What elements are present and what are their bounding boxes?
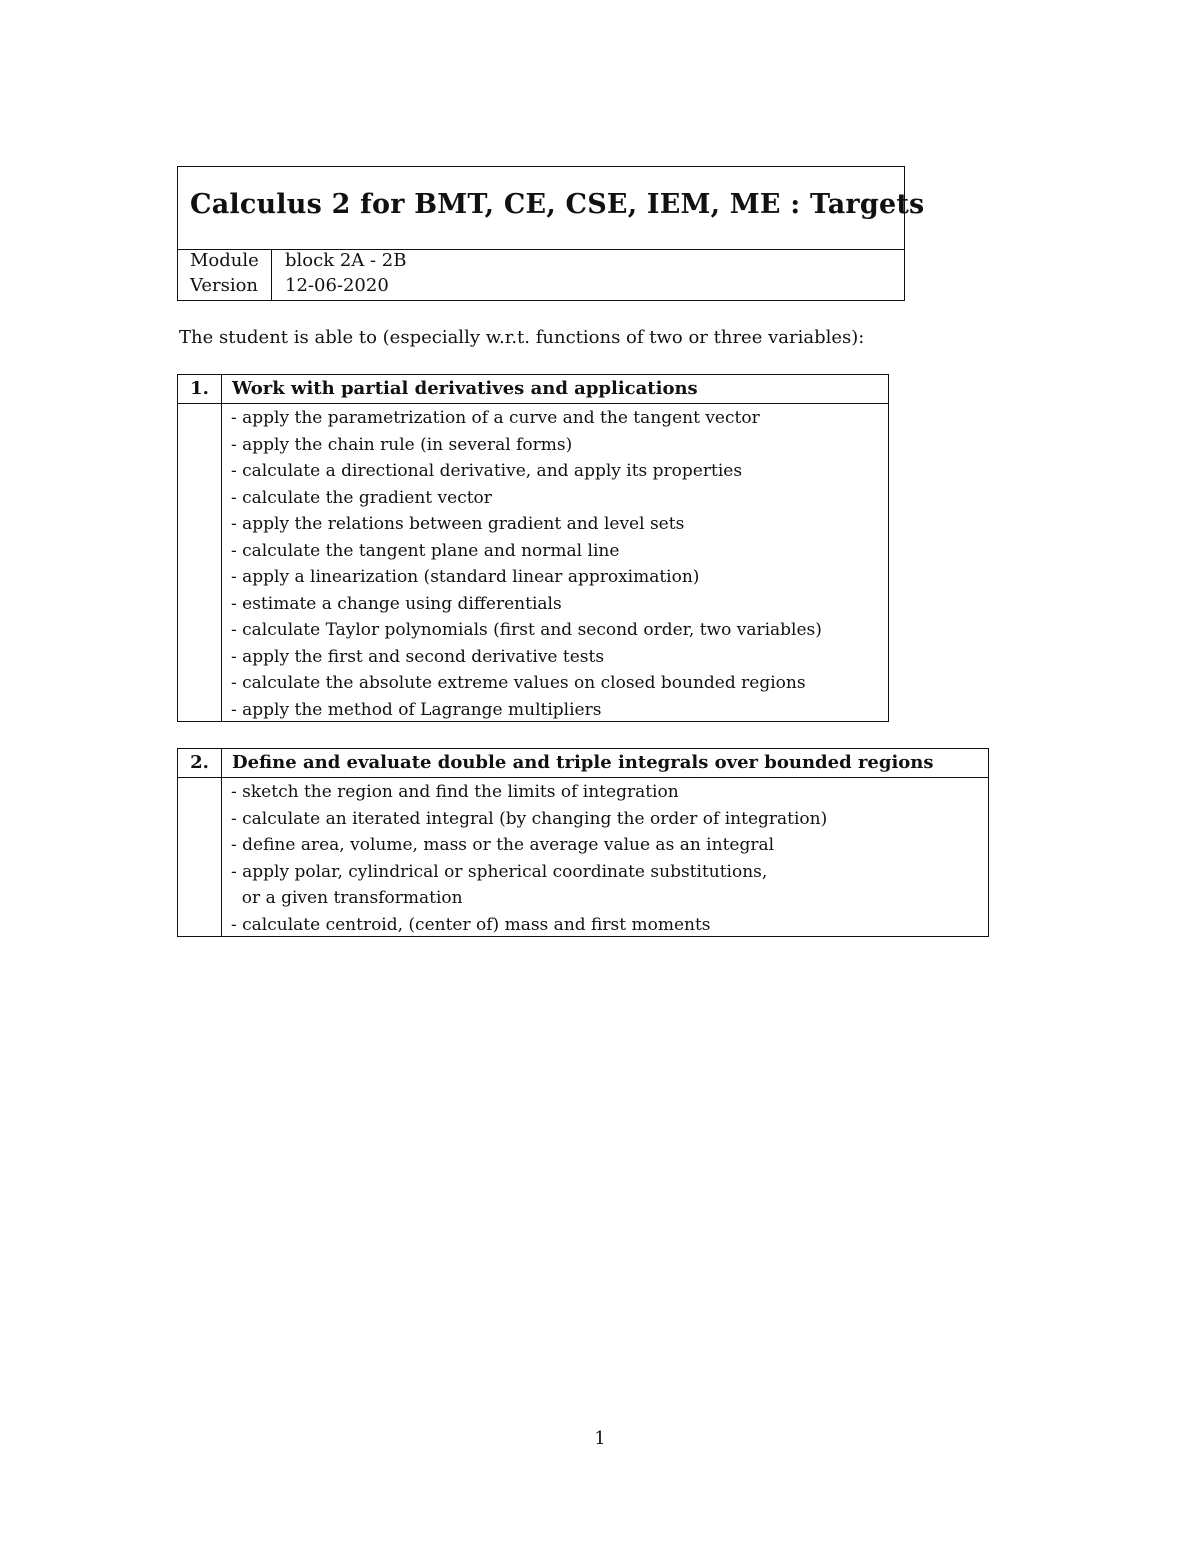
course-title: Calculus 2 for BMT, CE, CSE, IEM, ME : Targets: [190, 189, 925, 220]
version-row: [178, 275, 904, 300]
target-table-1: [177, 374, 889, 722]
list-item: - calculate the absolute extreme values on closed bounded regions: [231, 673, 806, 693]
target-number: 2.: [190, 752, 209, 773]
list-item: - apply the relations between gradient and level sets: [231, 514, 685, 534]
list-item: - calculate a directional derivative, and apply its properties: [231, 461, 743, 481]
course-header-box: [177, 166, 925, 301]
list-item: - apply the parametrization of a curve and the tangent vector: [231, 408, 760, 428]
list-item: - calculate the gradient vector: [231, 487, 492, 508]
list-item: - calculate Taylor polynomials (first and second order, two variables): [231, 620, 822, 640]
list-item: - estimate a change using differentials: [231, 593, 562, 614]
page-number: 1: [594, 1428, 606, 1449]
list-item: - apply the first and second derivative tests: [231, 646, 605, 667]
target-heading: Define and evaluate double and triple integrals over bounded regions: [232, 752, 934, 773]
list-item: - apply the method of Lagrange multipliers: [231, 699, 602, 720]
version-label: Version: [190, 275, 259, 296]
target-items: [231, 779, 827, 938]
module-label: Module: [190, 250, 259, 271]
list-item: - define area, volume, mass or the average value as an integral: [231, 835, 775, 855]
intro-text: The student is able to (especially w.r.t. functions of two or three variables):: [179, 327, 865, 348]
list-item: - calculate an iterated integral (by changing the order of integration): [231, 808, 828, 829]
target-number: 1.: [190, 378, 209, 399]
list-item: - calculate centroid, (center of) mass and first moments: [231, 914, 711, 935]
list-item: - apply a linearization (standard linear approximation): [231, 567, 700, 587]
target-heading: Work with partial derivatives and applications: [232, 378, 698, 399]
list-item: - calculate the tangent plane and normal line: [231, 540, 620, 561]
column-separator: [221, 375, 222, 721]
version-value: 12-06-2020: [285, 275, 389, 296]
row-separator: [178, 403, 888, 404]
module-row: [178, 250, 904, 275]
row-separator: [178, 777, 988, 778]
list-item: - apply polar, cylindrical or spherical coordinate substitutions,: [231, 861, 768, 882]
list-item: - sketch the region and find the limits of integration: [231, 782, 679, 802]
target-items: [231, 405, 822, 723]
module-value: block 2A - 2B: [285, 250, 407, 271]
list-item: - apply the chain rule (in several forms): [231, 434, 573, 455]
target-table-2: [177, 748, 989, 937]
module-info-table: [178, 250, 904, 300]
list-item: or a given transformation: [231, 888, 463, 908]
